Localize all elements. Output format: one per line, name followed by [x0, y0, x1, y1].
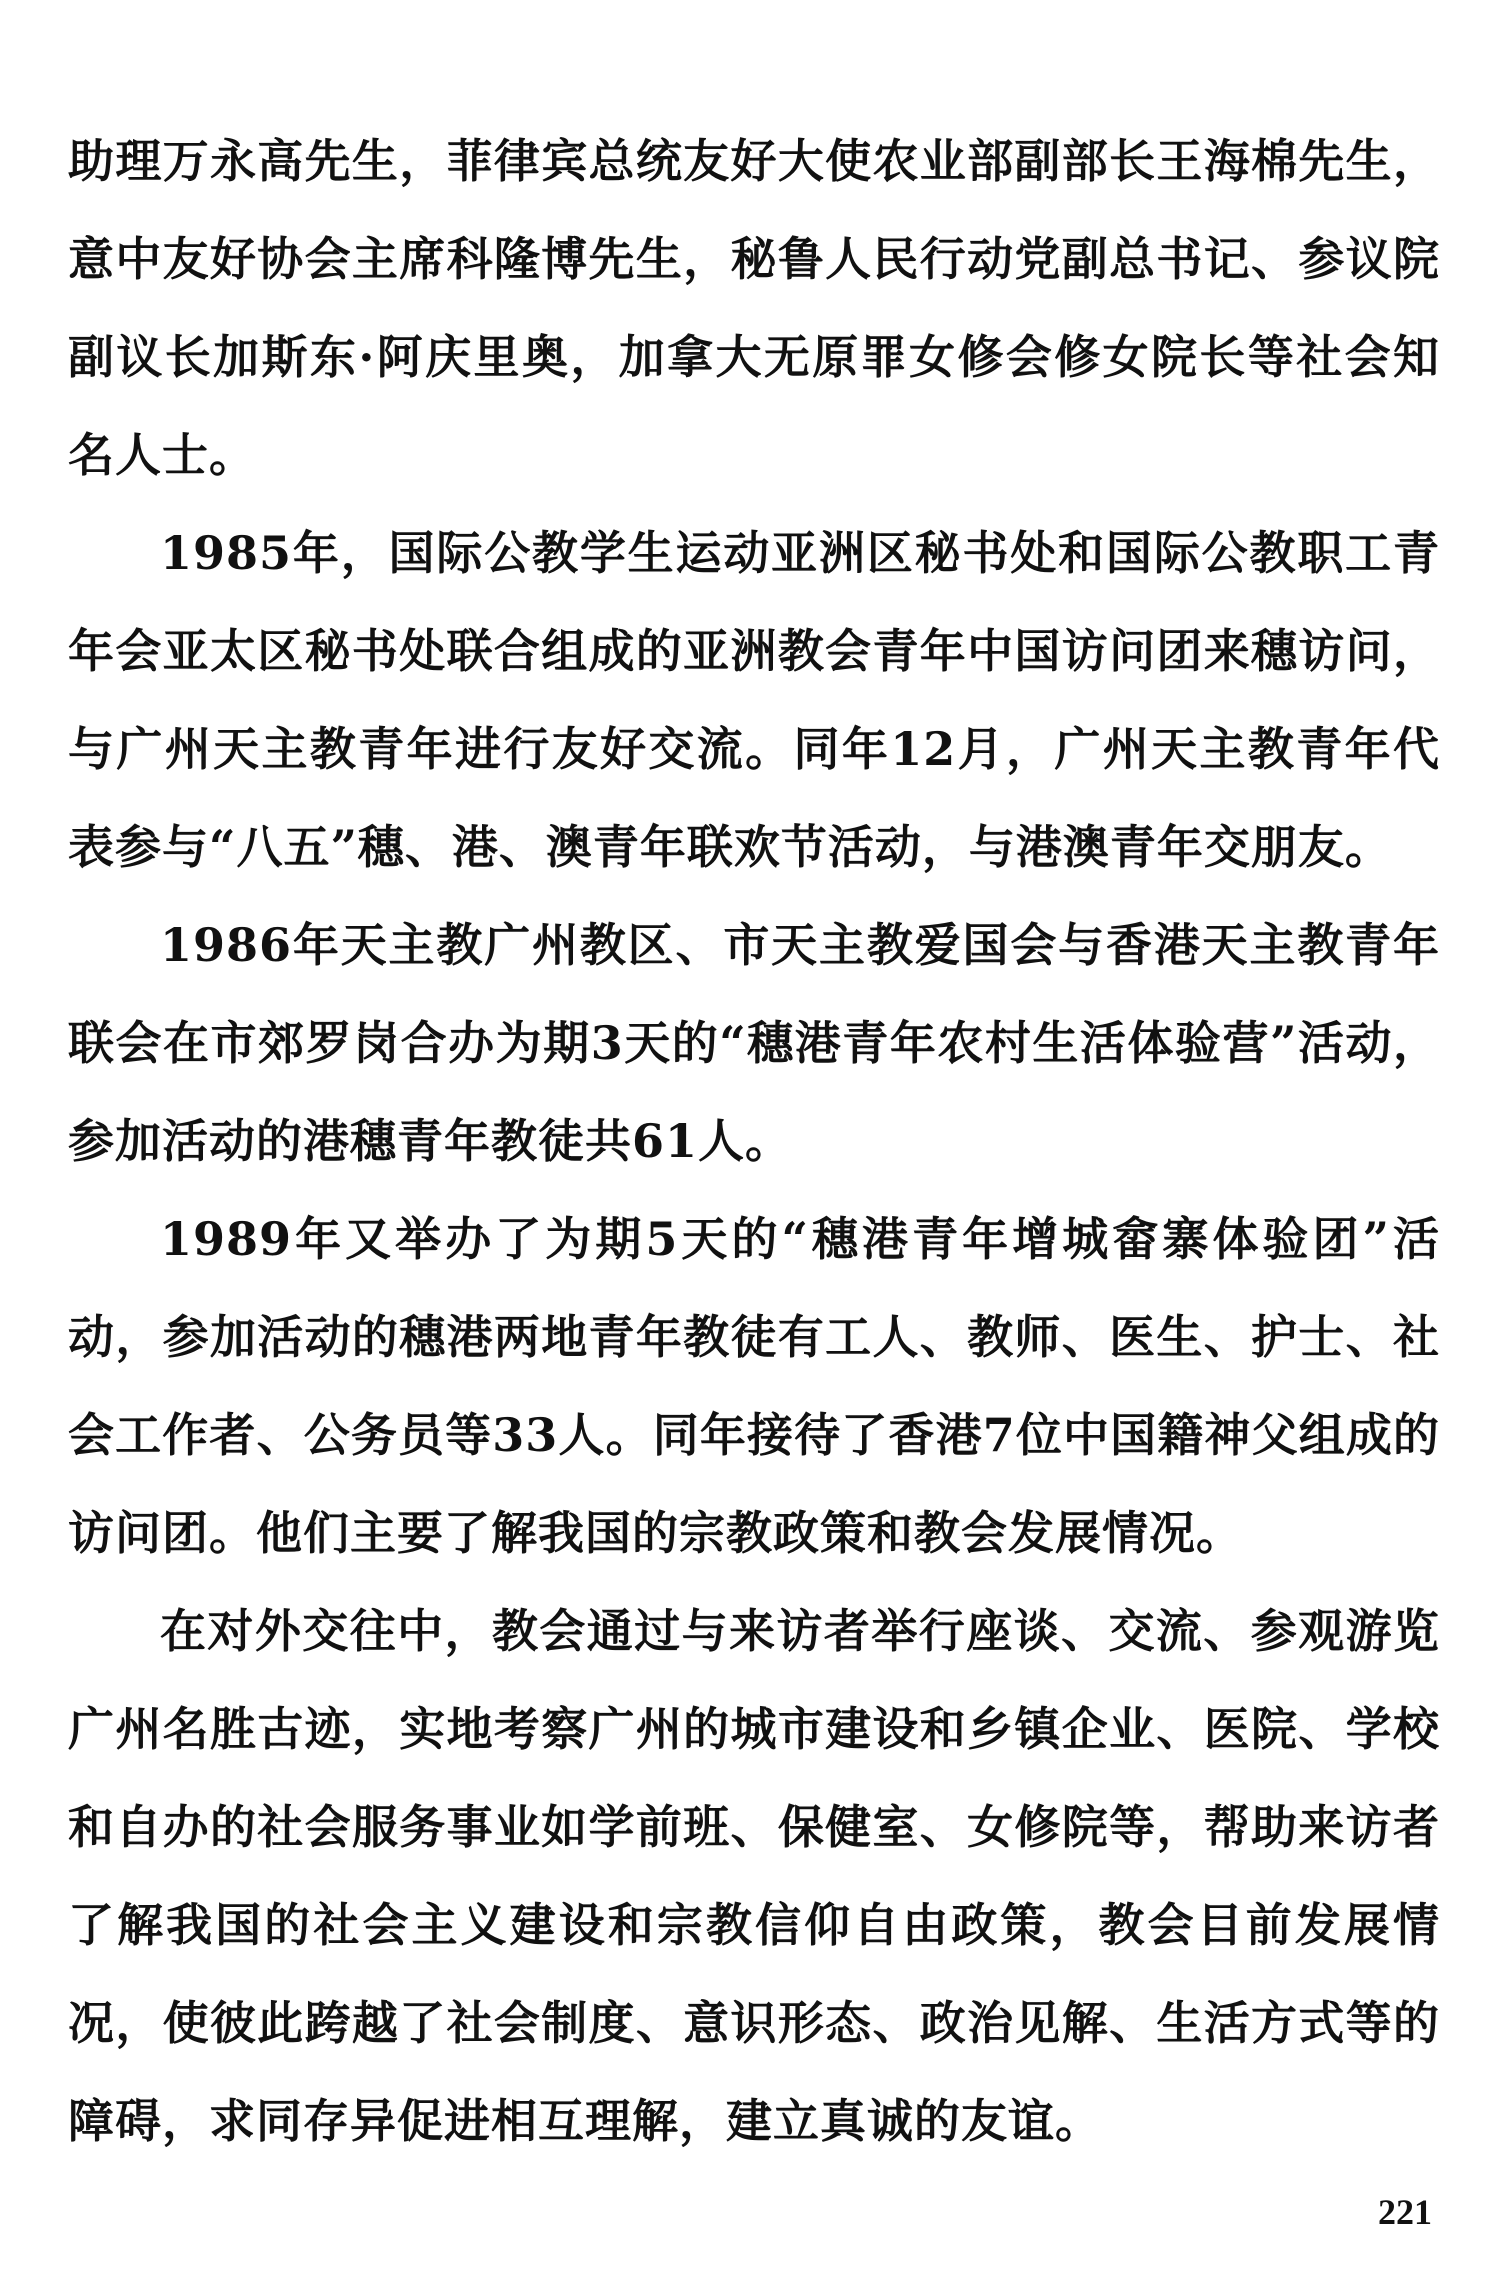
body-text: [68, 112, 1440, 2170]
paragraph-3: 1986年天主教广州教区、市天主教爱国会与香港天主教青年联会在市郊罗岗合办为期3天的“穗港青年农村生活体验营”活动，参加活动的港穗青年教徒共61人。: [68, 918, 1440, 1168]
paragraph-4: 1989年又举办了为期5天的“穗港青年增城畲寨体验团”活动，参加活动的穗港两地青年教徒有工人、教师、医生、护士、社会工作者、公务员等33人。同年接待了香港7位中国籍神父组成的访问团。他们主要了解我国的宗教政策和教会发展情况。: [68, 1212, 1440, 1560]
paragraph-2: 1985年，国际公教学生运动亚洲区秘书处和国际公教职工青年会亚太区秘书处联合组成的亚洲教会青年中国访问团来穗访问，与广州天主教青年进行友好交流。同年12月，广州天主教青年代表参与“八五”穗、港、澳青年联欢节活动，与港澳青年交朋友。: [68, 526, 1440, 874]
page-number: 221: [1378, 2192, 1432, 2232]
paragraph-5: 在对外交往中，教会通过与来访者举行座谈、交流、参观游览广州名胜古迹，实地考察广州的城市建设和乡镇企业、医院、学校和自办的社会服务事业如学前班、保健室、女修院等，帮助来访者了解我国的社会主义建设和宗教信仰自由政策，教会目前发展情况，使彼此跨越了社会制度、意识形态、政治见解、生活方式等的障碍，求同存异促进相互理解，建立真诚的友谊。: [68, 1604, 1440, 2148]
paragraph-1: 助理万永高先生，菲律宾总统友好大使农业部副部长王海棉先生，意中友好协会主席科隆博先生，秘鲁人民行动党副总书记、参议院副议长加斯东·阿庆里奥，加拿大无原罪女修会修女院长等社会知名人士。: [68, 134, 1440, 482]
